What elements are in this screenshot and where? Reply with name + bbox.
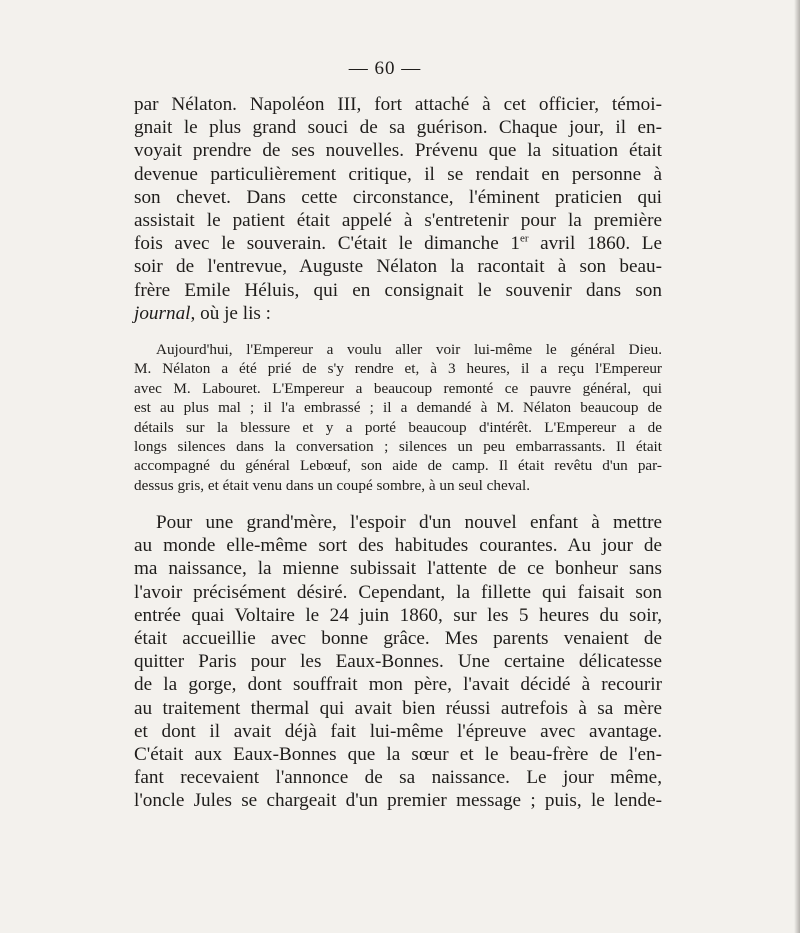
- paragraph-line: entrée quai Voltaire le 24 juin 1860, sur les 5 heures du soir,: [134, 604, 662, 626]
- quote-line: est au plus mal ; il l'a embrassé ; il a demandé à M. Nélaton beaucoup de: [134, 399, 662, 417]
- paragraph-1: [134, 93, 662, 325]
- paragraph-line: au traitement thermal qui avait bien réussi autrefois à sa mère: [134, 697, 662, 719]
- paragraph-line-last: [134, 302, 662, 325]
- line-text-rest: , où je lis :: [190, 302, 271, 324]
- quote-line: détails sur la blessure et y a porté beaucoup d'intérêt. L'Empereur a de: [134, 418, 662, 436]
- paragraph-line: quitter Paris pour les Eaux-Bonnes. Une certaine délicatesse: [134, 651, 662, 673]
- paragraph-line: était accueillie avec bonne grâce. Mes parents venaient de: [134, 628, 662, 650]
- quote-line: M. Nélaton a été prié de s'y rendre et, à 3 heures, il a reçu l'Empereur: [134, 360, 662, 378]
- quote-line: accompagné du général Lebœuf, son aide de camp. Il était revêtu d'un par-: [134, 457, 662, 475]
- quote-line: Aujourd'hui, l'Empereur a voulu aller voir lui-même le général Dieu.: [156, 341, 662, 358]
- quote-line: dessus gris, et était venu dans un coupé sombre, à un seul cheval.: [134, 476, 531, 494]
- paragraph-line: fant recevaient l'annonce de sa naissance. Le jour même,: [134, 767, 662, 789]
- line-text: fois avec le souverain. C'était le dimanche 1: [134, 233, 520, 255]
- quoted-journal-excerpt: [134, 340, 662, 495]
- paragraph-line: soir de l'entrevue, Auguste Nélaton la racontait à son beau-: [134, 256, 662, 278]
- italic-word: journal: [134, 302, 191, 324]
- page-number: — 60 —: [348, 58, 422, 79]
- page-edge-shadow: [794, 0, 800, 933]
- quote-line: avec M. Labouret. L'Empereur a beaucoup remonté ce pauvre général, qui: [134, 379, 662, 397]
- quote-line: longs silences dans la conversation ; silences un peu embarrassants. Il était: [134, 438, 662, 456]
- paragraph-line: frère Emile Héluis, qui en consignait le souvenir dans son: [134, 279, 662, 301]
- paragraph-line: C'était aux Eaux-Bonnes que la sœur et le beau-frère de l'en-: [134, 744, 662, 766]
- paragraph-line-with-superscript: [134, 232, 662, 255]
- paragraph-line: l'oncle Jules se chargeait d'un premier message ; puis, le lende-: [134, 790, 662, 812]
- paragraph-line: de la gorge, dont souffrait mon père, l'avait décidé à recourir: [134, 674, 662, 696]
- paragraph-line: devenue particulièrement critique, il se rendait en personne à: [134, 163, 662, 185]
- paragraph-line: Pour une grand'mère, l'espoir d'un nouvel enfant à mettre: [156, 512, 662, 533]
- paragraph-line: et dont il avait déjà fait lui-même l'épreuve avec avantage.: [134, 720, 662, 742]
- paragraph-line: voyait prendre de ses nouvelles. Prévenu que la situation était: [134, 140, 662, 162]
- paragraph-line: par Nélaton. Napoléon III, fort attaché à cet officier, témoi-: [134, 94, 662, 115]
- paragraph-line: assistait le patient était appelé à s'entretenir pour la première: [134, 210, 662, 232]
- paragraph-line: son chevet. Dans cette circonstance, l'éminent praticien qui: [134, 186, 662, 208]
- ordinal-superscript: er: [519, 232, 529, 245]
- paragraph-line: ma naissance, la mienne subissait l'attente de ce bonheur sans: [134, 558, 662, 580]
- paragraph-line: l'avoir précisément désiré. Cependant, la fillette qui faisait son: [134, 581, 662, 603]
- paragraph-line: au monde elle-même sort des habitudes courantes. Au jour de: [134, 535, 662, 557]
- paragraph-2: [134, 511, 662, 813]
- paragraph-line: gnait le plus grand souci de sa guérison. Chaque jour, il en-: [134, 117, 662, 139]
- line-text-rest: avril 1860. Le: [528, 233, 662, 255]
